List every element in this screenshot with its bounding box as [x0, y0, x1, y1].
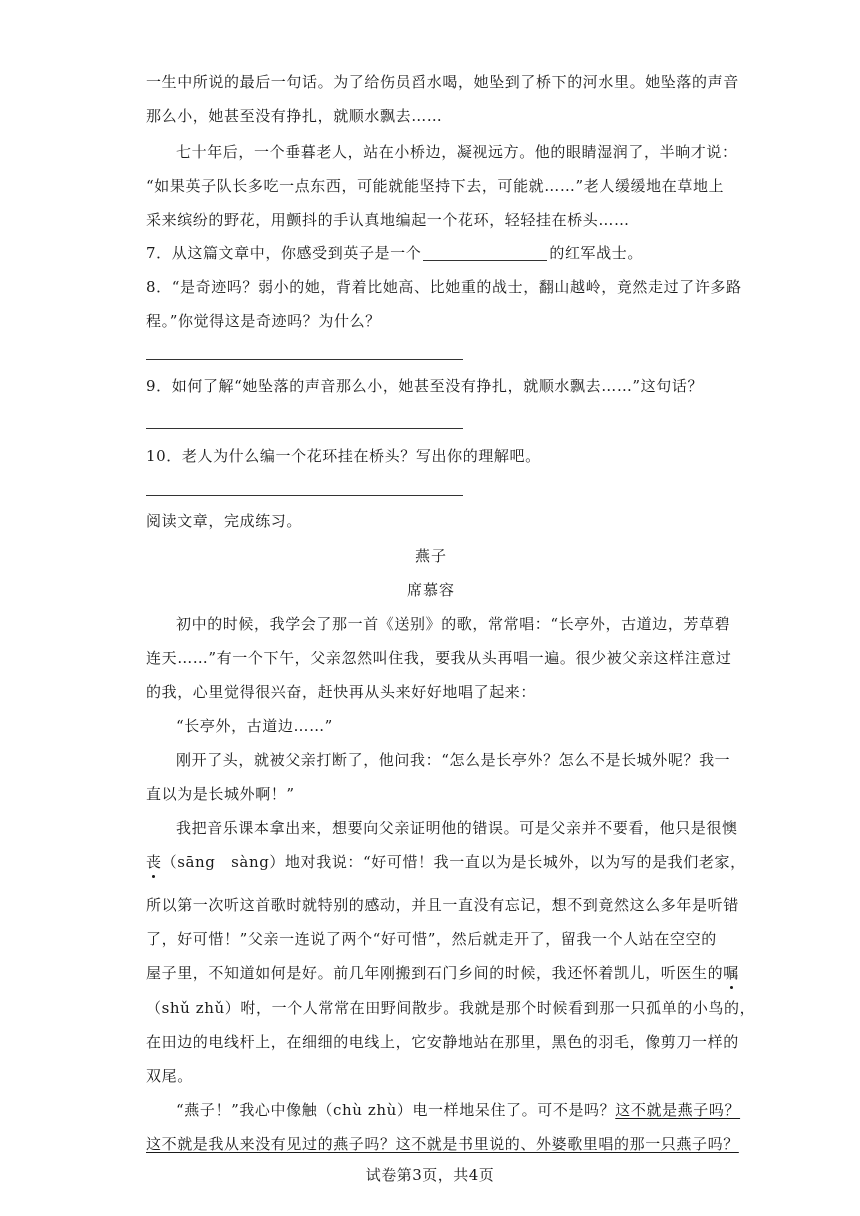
question-7-blank[interactable] — [423, 245, 547, 261]
article-line: 的我，心里觉得很兴奋，赶快再从头来好好地唱了起来： — [146, 683, 537, 701]
question-7-suffix: 的红军战士。 — [549, 244, 643, 262]
text-line: 那么小，她甚至没有挣扎，就顺水飘去…… — [146, 107, 443, 125]
article-line: 所以第一次听这首歌时就特别的感动，并且一直没有忘记，想不到竟然这么多年是听错 — [146, 896, 739, 914]
question-7 — [146, 243, 716, 263]
article-line — [146, 963, 739, 983]
article-line: 直以为是长城外啊！” — [146, 785, 295, 803]
article-line: （shǔ zhǔ）咐，一个人常常在田野间散步。我就是那个时候看到那一只孤单的小鸟的， — [146, 999, 756, 1017]
article-line: “长亭外，古道边……” — [176, 717, 333, 735]
question-10-answer-line[interactable] — [146, 495, 463, 496]
page-footer: 试卷第3页，共4页 — [365, 1166, 495, 1184]
article-line: 双尾。 — [146, 1067, 193, 1085]
question-8-line-2: 程。”你觉得这是奇迹吗？为什么？ — [146, 312, 381, 330]
article-title: 燕子 — [414, 547, 447, 565]
dotted-character: 丧 — [146, 853, 162, 871]
article-line: 了，好可惜！”父亲一连说了两个“好可惜”，然后就走开了，留我一个人站在空空的 — [146, 930, 717, 948]
question-9-answer-line[interactable] — [146, 428, 463, 429]
text-line: “如果英子队长多吃一点东西，可能就能坚持下去，可能就……”老人缓缓地在草地上 — [146, 177, 725, 195]
underlined-sentence: 这不就是我从来没有见过的燕子吗？这不就是书里说的、外婆歌里唱的那一只燕子吗？ — [146, 1135, 739, 1153]
article-line: 初中的时候，我学会了那一首《送别》的歌，常常唱：“长亭外，古道边，芳草碧 — [176, 615, 731, 633]
underlined-sentence: 这不就是燕子吗？ — [615, 1101, 741, 1119]
article-line: 刚开了头，就被父亲打断了，他问我：“怎么是长亭外？怎么不是长城外呢？我一 — [176, 751, 731, 769]
article-line: 我把音乐课本拿出来，想要向父亲证明他的错误。可是父亲并不要看，他只是很懊 — [176, 819, 738, 837]
pinyin-choice-text: （sāng sàng）地对我说：“好可惜！我一直以为是长城外，以为写的是我们老家， — [161, 853, 746, 871]
article-line: 在田边的电线杆上，在细细的电线上，它安静地站在那里，黑色的羽毛，像剪刀一样的 — [146, 1033, 739, 1051]
article-line — [146, 852, 746, 872]
question-7-prefix: 7．从这篇文章中，你感受到英子是一个 — [146, 244, 422, 262]
question-9: 9．如何了解“她坠落的声音那么小，她甚至没有挣扎，就顺水飘去……”这句话？ — [146, 377, 704, 395]
article-author: 席慕容 — [406, 581, 455, 599]
text-line: 七十年后，一个垂暮老人，站在小桥边，凝视远方。他的眼睛湿润了，半晌才说： — [176, 143, 738, 161]
question-8-answer-line[interactable] — [146, 359, 463, 360]
article-line: 连天……”有一个下午，父亲忽然叫住我，要我从头再唱一遍。很少被父亲这样注意过 — [146, 649, 732, 667]
question-8-line-1: 8．“是奇迹吗？弱小的她，背着比她高、比她重的战士，翻山越岭，竟然走过了许多路 — [146, 278, 742, 296]
article-line — [146, 1134, 739, 1154]
article-text: 屋子里，不知道如何是好。前几年刚搬到石门乡间的时候，我还怀着凯儿，听医生的 — [146, 964, 724, 982]
question-10: 10．老人为什么编一个花环挂在桥头？写出你的理解吧。 — [146, 447, 541, 465]
article-line — [176, 1100, 741, 1120]
text-line: 一生中所说的最后一句话。为了给伤员舀水喝，她坠到了桥下的河水里。她坠落的声音 — [146, 73, 739, 91]
article-text: “燕子！”我心中像触（chù zhù）电一样地呆住了。可不是吗？ — [176, 1101, 616, 1119]
dotted-character: 嘱 — [723, 964, 739, 982]
section-instruction: 阅读文章，完成练习。 — [146, 512, 303, 530]
text-line: 采来缤纷的野花，用颤抖的手认真地编起一个花环，轻轻挂在桥头…… — [146, 211, 630, 229]
